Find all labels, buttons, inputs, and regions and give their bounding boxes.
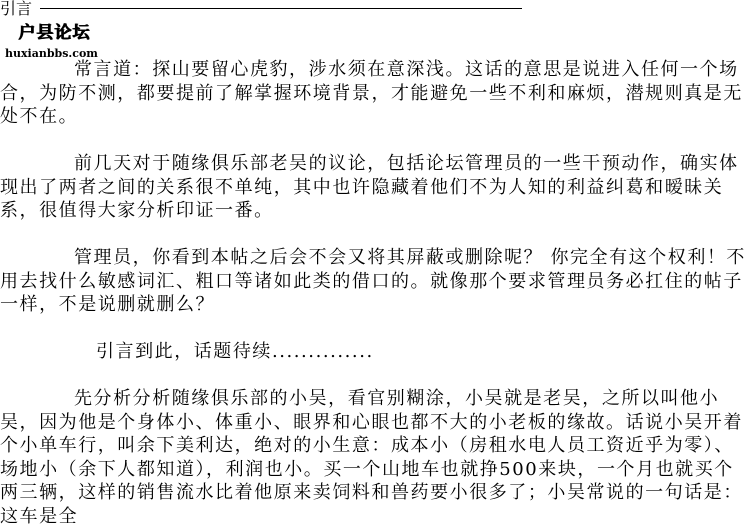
paragraph: 常言道：探山要留心虎豹，涉水须在意深浅。这话的意思是说进入任何一个场合，为防不测，都要提前了解掌握环境背景，才能避免一些不利和麻烦，潜规则真是无处不在。 [0, 59, 743, 127]
quote-header-label: 引言 [0, 0, 33, 18]
post-content [0, 58, 750, 528]
forum-logo: 户县论坛 [18, 23, 90, 43]
header-rule [40, 8, 522, 9]
paragraph: 前几天对于随缘俱乐部老吴的议论，包括论坛管理员的一些干预动作，确实体现出了两者之间的关系很不单纯，其中也许隐藏着他们不为人知的利益纠葛和暧昧关系，很值得大家分析印证一番。 [0, 153, 739, 221]
quote-end-line: 引言到此，话题待续.............. [96, 341, 374, 362]
paragraph: 管理员，你看到本帖之后会不会又将其屏蔽或删除呢？ 你完全有这个权利！不用去找什么敏感词汇、粗口等诸如此类的借口的。就像那个要求管理员务必扛住的帖子一样，不是说删就删么？ [0, 247, 746, 315]
site-url-watermark: huxianbbs.com [5, 47, 98, 60]
paragraph: 先分析分析随缘俱乐部的小吴，看官别糊涂，小吴就是老吴，之所以叫他小吴，因为他是个身体小、体重小、眼界和心眼也都不大的小老板的缘故。话说小吴开着个小单车行，叫余下美利达，绝对的小生意：成本小（房租水电人员工资近乎为零）、场地小（余下人都知道），利润也小。买一个山地车也就挣500来块，一个月也就买个两三辆，这样的销售流水比着他原来卖饲料和兽药要小很多了；小吴常说的一句话是：这车是全 [0, 388, 743, 527]
